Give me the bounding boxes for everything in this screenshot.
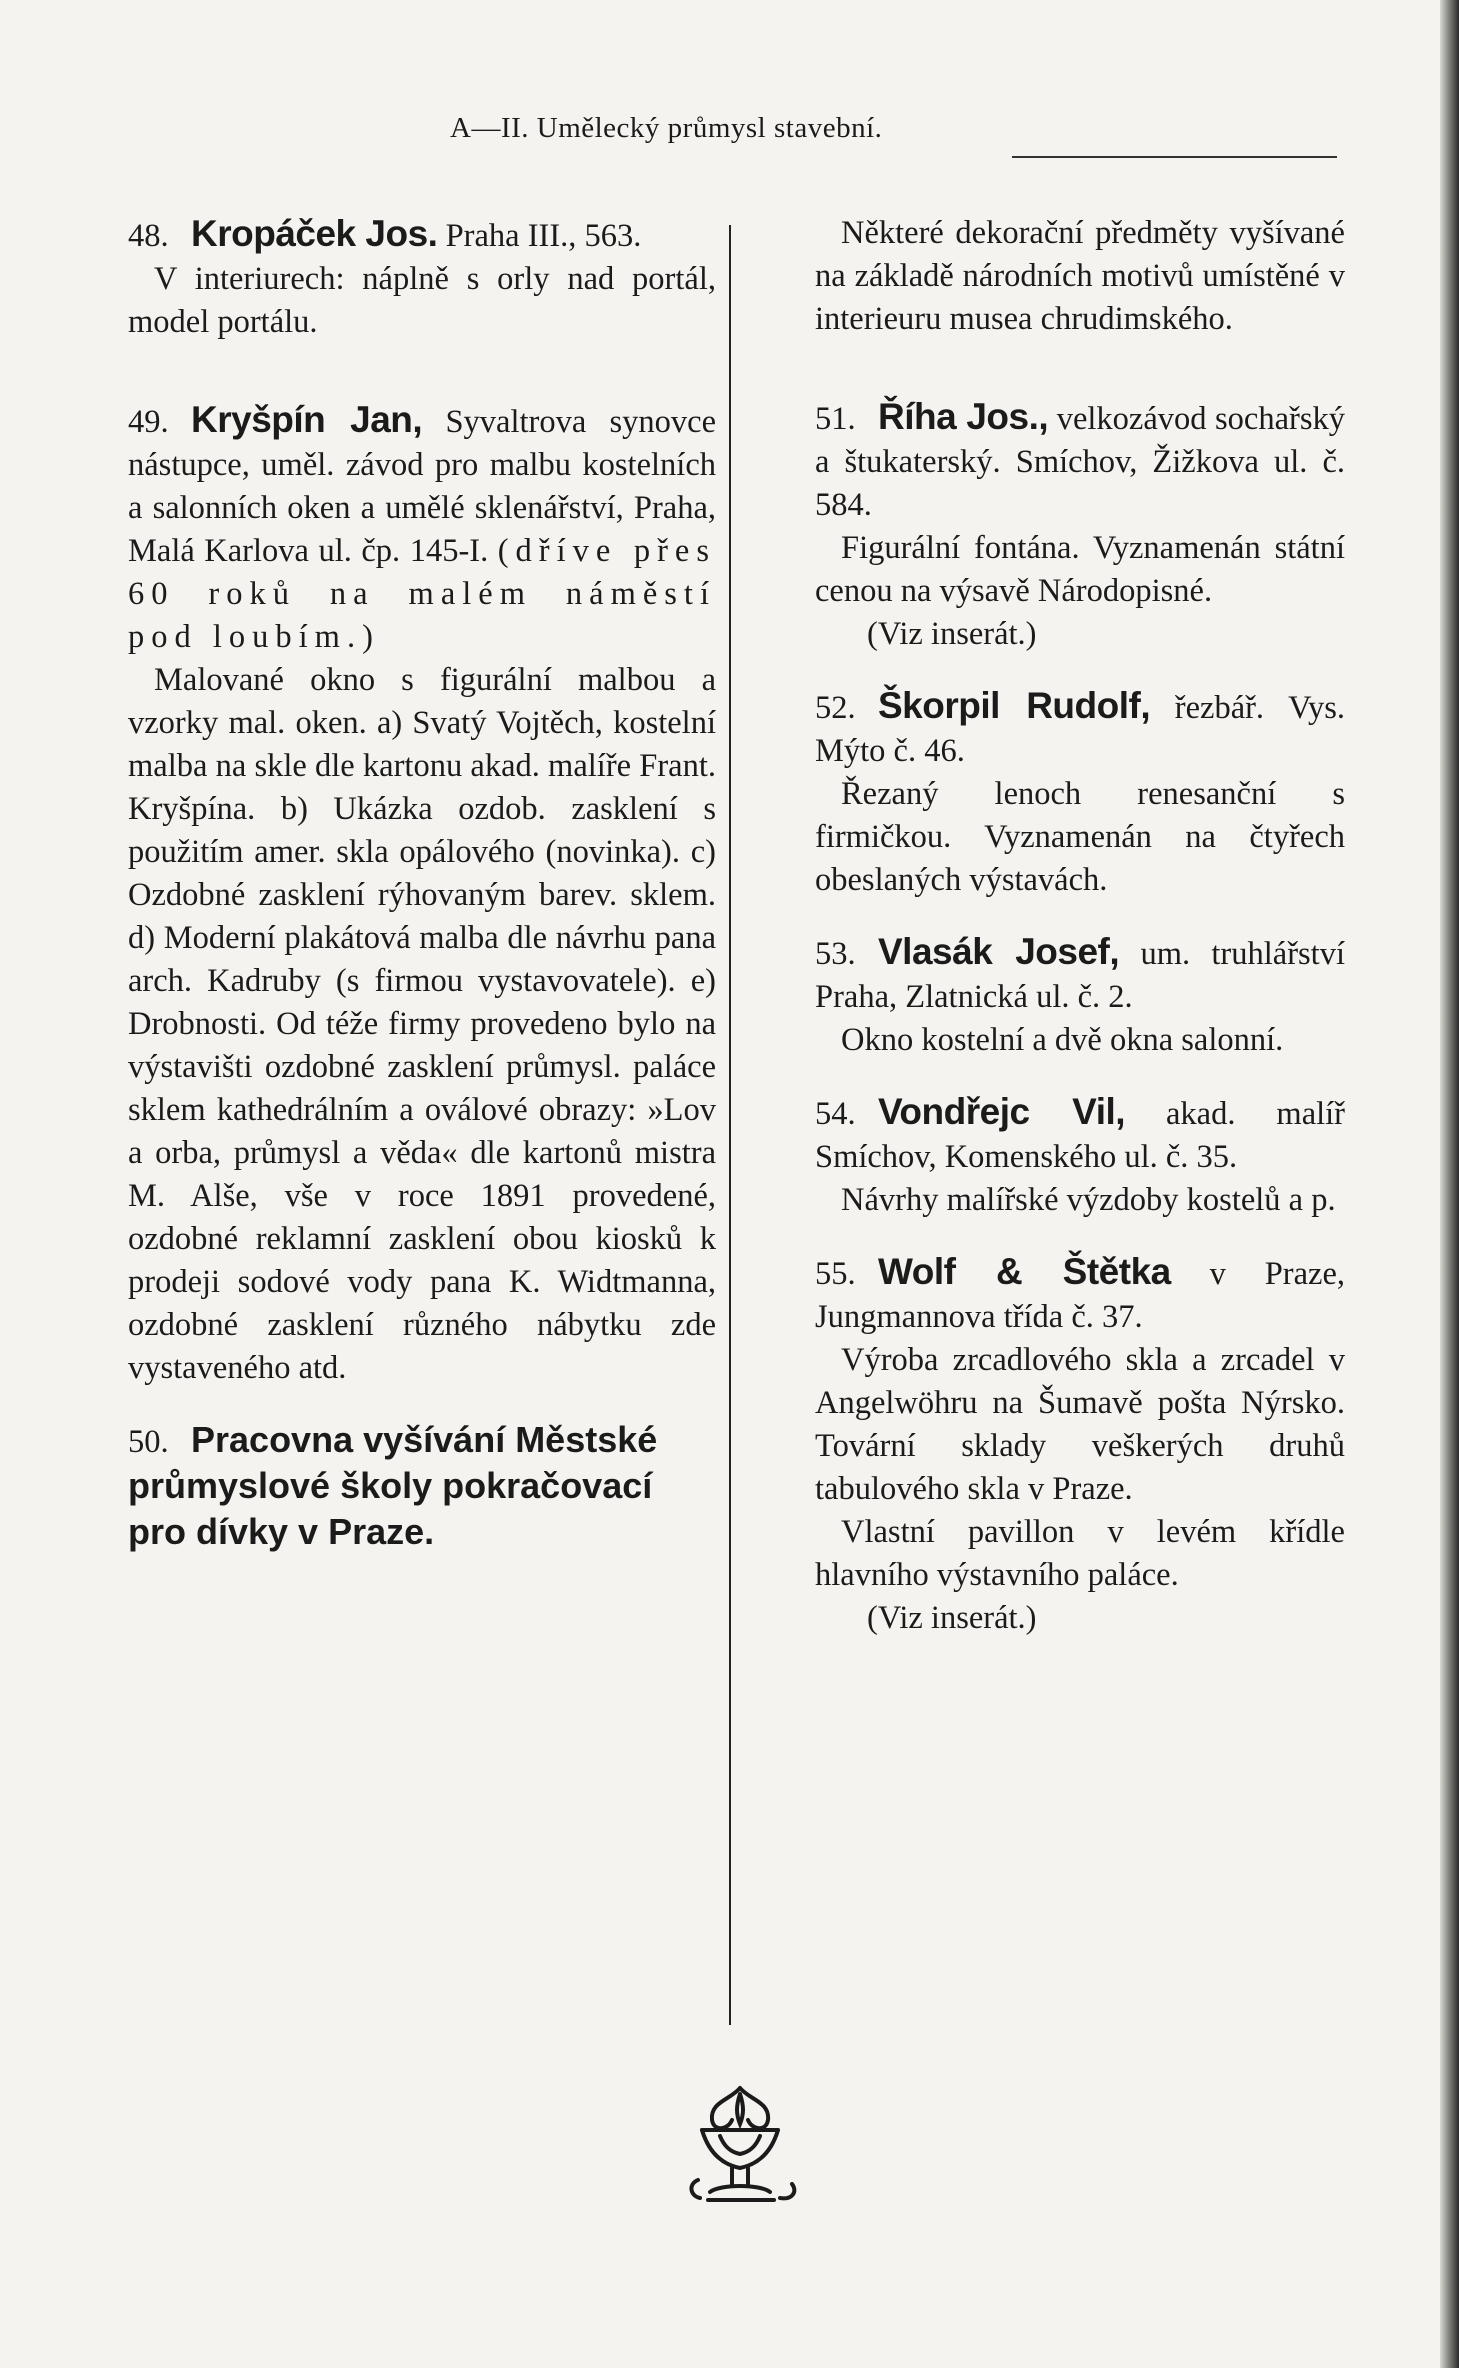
entry-number: 54. xyxy=(815,1096,856,1132)
entry-address: řezbář. Vys. Mýto č. 46. xyxy=(815,690,1346,769)
entry-52 xyxy=(815,684,1345,902)
vase-ornament-icon xyxy=(680,2080,800,2210)
entry-50-continued xyxy=(815,212,1345,341)
entry-address: um. truhlářství Praha, Zlatnická ul. č. 2. xyxy=(815,936,1345,1015)
right-column xyxy=(815,212,1345,1668)
entry-text: Výroba zrcadlového skla a zrcadel v Angelwöhru na Šumavě pošta Nýrsko. Tovární sklady veškerých druhů tabulového skla v Praze. xyxy=(815,1342,1345,1507)
entry-name: Kropáček Jos. xyxy=(191,213,438,254)
entry-note: (Viz inserát.) xyxy=(867,1600,1037,1636)
entry-54 xyxy=(815,1090,1345,1222)
entry-name: Kryšpín Jan, xyxy=(191,399,423,440)
entry-name: Vondřejc Vil, xyxy=(878,1091,1126,1132)
entry-number: 48. xyxy=(128,218,169,254)
entry-name: Škorpil Rudolf, xyxy=(878,685,1151,726)
entry-number: 49. xyxy=(128,404,169,440)
entry-text: Návrhy malířské výzdoby kostelů a p. xyxy=(841,1182,1336,1218)
left-column xyxy=(128,212,716,1584)
entry-name: Wolf & Štětka xyxy=(878,1251,1171,1292)
scan-edge xyxy=(1440,0,1459,2368)
entry-number: 53. xyxy=(815,936,856,972)
entry-text: Řezaný lenoch renesanční s firmičkou. Vyznamenán na čtyřech obeslaných výstavách. xyxy=(815,776,1345,898)
entry-number: 52. xyxy=(815,690,856,726)
entry-55 xyxy=(815,1250,1345,1640)
entry-53 xyxy=(815,930,1345,1062)
entry-name: Říha Jos., xyxy=(878,396,1049,437)
entry-text: Některé dekorační předměty vyšívané na základě národních motivů umístěné v interieuru musea chrudimského. xyxy=(815,215,1345,337)
entry-address: Praha III., 563. xyxy=(445,218,642,254)
entry-name: Pracovna vyšívání Městské průmyslové školy pokračovací pro dívky v Praze. xyxy=(128,1419,658,1552)
entry-text: Figurální fontána. Vyznamenán státní cenou na výsavě Národopisné. xyxy=(815,530,1345,609)
entry-address-spaced: (dříve přes 60 roků na malém náměstí pod loubím.) xyxy=(128,533,716,655)
header-rule xyxy=(1012,156,1337,158)
entry-address: akad. malíř Smíchov, Komenského ul. č. 35. xyxy=(815,1096,1345,1175)
entry-address: v Praze, Jungmannova třída č. 37. xyxy=(815,1256,1346,1335)
entry-number: 50. xyxy=(128,1424,169,1460)
entry-name: Vlasák Josef, xyxy=(878,931,1120,972)
entry-note: (Viz inserát.) xyxy=(867,616,1037,652)
entry-number: 51. xyxy=(815,401,856,437)
entry-text: Malované okno s figurální malbou a vzorky mal. oken. a) Svatý Vojtěch, kostelní malba na skle dle kartonu akad. malíře Frant. Kryšpína. b) Ukázka ozdob. zasklení s použitím amer. skla opálového (novinka). c) Ozdobné zasklení rýhovaným barev. sklem. d) Moderní plakátová malba dle návrhu pana arch. Kadruby (s firmou vystavovatele). e) Drobnosti. Od téže firmy provedeno bylo na výstavišti ozdobné zasklení průmysl. paláce sklem kathedrálním a oválové obrazy: »Lov a orba, průmysl a věda« dle kartonů mistra M. Alše, vše v roce 1891 provedené, ozdobné reklamní zasklení obou kiosků k prodeji sodové vody pana K. Widtmanna, ozdobné zasklení různého nábytku zde vystaveného atd. xyxy=(128,662,716,1386)
entry-49 xyxy=(128,398,716,1390)
entry-number: 55. xyxy=(815,1256,856,1292)
entry-51 xyxy=(815,395,1345,656)
entry-address: Syvaltrova synovce nástupce, uměl. závod pro malbu kostelních a salonních oken a umělé sklenářství, Praha, Malá Karlova ul. čp. 145-I. xyxy=(128,404,717,569)
entry-text-2: Vlastní pavillon v levém křídle hlavního výstavního paláce. xyxy=(815,1514,1345,1593)
entry-text: V interiurech: náplně s orly nad portál, model portálu. xyxy=(128,261,716,340)
entry-50 xyxy=(128,1418,716,1556)
page-header: A—II. Umělecký průmysl stavební. xyxy=(450,112,883,144)
entry-address: velkozávod sochařský a štukaterský. Smíchov, Žižkova ul. č. 584. xyxy=(815,401,1345,523)
entry-text: Okno kostelní a dvě okna salonní. xyxy=(841,1022,1284,1058)
entry-48 xyxy=(128,212,716,344)
column-divider xyxy=(729,225,731,2025)
